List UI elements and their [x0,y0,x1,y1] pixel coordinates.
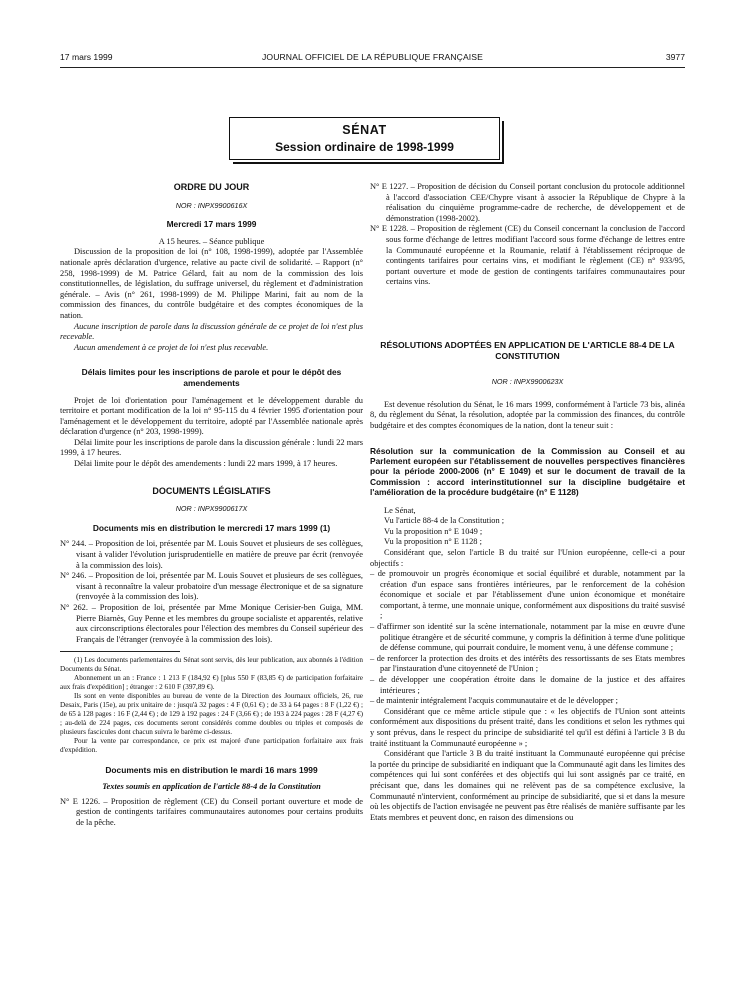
header-date: 17 mars 1999 [60,52,113,62]
nor-reference-2: NOR : INPX9900617X [175,504,248,514]
footnote-prix: Ils sont en vente disponibles au bureau de vente de la Direction des Journaux officiels, 26, rue Desaix, Paris (15e), au prix unitaire de : jusqu'à 32 pages : 4 F (0,61 €) ; de 33 à 64 pages : 8 F (1,22 €) ; de 65 à 128 pages : 16 F (2,44 €) ; de 129 à 192 pages : 24 F (3,66 €) ; de 193 à 224 pages : 28 F (4,27 €) ; au-delà de 224 pages, ces documents seront considérés comme doubles ou triples et composés de plusieurs fascicules dont chacun suivra le barème ci-dessus. [60,692,363,737]
delais-paragraph-1: Projet de loi d'orientation pour l'aménagement et le développement durable du territoire et portant modification de la loi n° 95-115 du 4 février 1995 d'orientation pour l'aménagement et le développement du territoire, adopté par l'Assemblée nationale après déclaration d'urgence (n° 203, 1998-1999). [60,395,363,437]
objective-item: – d'affirmer son identité sur la scène internationale, notamment par la mise en œuvre d'une politique étrangère et de sécurité commune, y compris la définition à terme d'une politique de défense commune, qui pourrait conduire, le moment venu, à une défense commune ; [370,622,685,653]
objective-item: – de maintenir intégralement l'acquis communautaire et de le développer ; [370,696,619,706]
ordre-du-jour-heading: ORDRE DU JOUR [173,182,250,192]
left-column [60,182,363,828]
right-column [370,182,685,823]
document-item: N° 262. – Proposition de loi, présentée par Mme Monique Cerisier-ben Guiga, MM. Pierre Biarnès, Guy Penne et les membres du groupe socialiste et apparentés, relative aux circonscriptions électorales pour l'élection des membres du Conseil supérieur des Français de l'étranger (renvoyée à la commission des lois). [60,603,363,644]
documents-legislatifs-heading: DOCUMENTS LÉGISLATIFS [152,485,271,496]
vu-proposition-1128: Vu la proposition n° E 1128 ; [384,537,482,547]
delais-paragraph-2: Délai limite pour les inscriptions de parole dans la discussion générale : lundi 22 mars 1999, à 17 heures. [60,437,363,458]
seance-line: A 15 heures. – Séance publique [158,236,265,246]
title-session: Session ordinaire de 1998-1999 [275,140,454,154]
header-rule [60,67,685,68]
page-header [60,52,685,66]
title-box [229,117,500,160]
footnote-abonnement: Abonnement un an : France : 1 213 F (184,92 €) [plus 550 F (83,85 €) de participation forfaitaire aux frais d'expédition] ; étranger : 2 610 F (397,89 €). [60,674,363,692]
vu-proposition-1049: Vu la proposition n° E 1049 ; [384,526,483,536]
header-journal-title: JOURNAL OFFICIEL DE LA RÉPUBLIQUE FRANÇAISE [262,52,483,62]
considerant-3: Considérant que l'article 3 B du traité instituant la Communauté européenne qui précise la portée du principe de subsidiarité en indiquant que la Communauté agit dans les limites des compétences qui lui sont conférées et des objectifs qui lui sont assignés par ce traité, en précisant que, dans les domaines qui ne relèvent pas de sa compétence exclusive, la Communauté n'intervient, conformément au principe de subsidiarité, que si et dans la mesure où les objectifs de l'action envisagée ne peuvent pas être réalisés de manière suffisante par les Etats membres et peuvent donc, en raison des dimensions ou [370,749,685,822]
resolutions-heading: RÉSOLUTIONS ADOPTÉES EN APPLICATION DE L'ARTICLE 88-4 DE LA CONSTITUTION [380,339,675,361]
footnote-1: (1) Les documents parlementaires du Sénat sont servis, dès leur publication, aux abonnés à l'édition Documents du Sénat. [60,656,363,674]
session-day: Mercredi 17 mars 1999 [166,219,257,230]
vu-article: Vu l'article 88-4 de la Constitution ; [384,516,505,526]
distribution-heading-2: Documents mis en distribution le mardi 16 mars 1999 [105,765,318,776]
resolution-intro: Est devenue résolution du Sénat, le 16 mars 1999, conformément à l'article 73 bis, alinéa 8, du règlement du Sénat, la résolution, adoptée par la commission des finances, du contrôle budgétaire et des comptes économiques de la nation, dont la teneur suit : [370,399,685,430]
agenda-note-amendement: Aucun amendement à ce projet de loi n'est plus recevable. [74,342,269,352]
resolution-title: Résolution sur la communication de la Commission au Conseil et au Parlement européen sur l'établissement de nouvelles perspectives financières pour la période 2000-2006 (n° E 1049) et sur le document de travail de la Commission : accord interinstitutionnel sur la discipline budgétaire et l'amélioration de la procédure budgétaire (n° E 1128) [370,445,685,498]
agenda-note-parole: Aucune inscription de parole dans la discussion générale de ce projet de loi n'est plus recevable. [60,321,363,342]
document-item-e1227: N° E 1227. – Proposition de décision du Conseil portant conclusion du protocole additionnel à l'accord d'association CEE/Chypre visant à associer la République de Chypre à la réalisation du cinquième programme-cadre de recherche, de développement et de démonstration (1998-2002). [370,182,685,223]
document-item-e1226: N° E 1226. – Proposition de règlement (CE) du Conseil portant ouverture et mode de gestion de contingents tarifaires communautaires autonomes pour certains produits de la pêche. [60,796,363,827]
header-page-number: 3977 [665,52,685,62]
le-senat: Le Sénat, [384,505,416,515]
considerant-2: Considérant que ce même article stipule que : « les objectifs de l'Union sont atteints conformément aux dispositions du présent traité, dans les conditions et selon les rythmes qui y sont prévus, dans le respect du principe de subsidiarité tel qu'il est défini à l'article 3 B du traité instituant la Communauté européenne » ; [370,706,685,748]
nor-reference-1: NOR : INPX9900616X [175,200,248,210]
objective-item: – de promouvoir un progrès économique et social équilibré et durable, notamment par la création d'un espace sans frontières intérieures, par le renforcement de la cohésion économique et sociale et par l'établissement d'une union économique et monétaire comportant, à terme, une monnaie unique, conformément aux dispositions du traité susvisé ; [370,569,685,621]
document-item-e1228: N° E 1228. – Proposition de règlement (CE) du Conseil concernant la conclusion de l'accord sous forme d'échange de lettres modifiant l'accord sous forme d'échange de lettres entre la Communauté européenne et la Roumanie, relatif à l'établissement réciproque de contingents tarifaires pour certains vins, et modifiant le règlement (CE) n° 933/95, portant ouverture et mode de gestion de contingents tarifaires communautaires pour certains vins. [370,224,685,287]
footnote-correspondance: Pour la vente par correspondance, ce prix est majoré d'une participation forfaitaire aux frais d'expédition. [60,737,363,755]
textes-heading: Textes soumis en application de l'article 88-4 de la Constitution [102,781,321,791]
footnote-rule [60,651,180,652]
document-item: N° 244. – Proposition de loi, présentée par M. Louis Souvet et plusieurs de ses collègues, visant à valider l'évolution jurisprudentielle en matière de preuve par écrit (renvoyée à la commission des lois). [60,539,363,570]
objective-item: – de développer une coopération étroite dans le domaine de la justice et des affaires intérieures ; [370,675,685,695]
objective-item: – de renforcer la protection des droits et des intérêts des ressortissants de ses Etats membres par l'instauration d'une citoyenneté de l'Union ; [370,653,685,674]
considerant-1: Considérant que, selon l'article B du traité sur l'Union européenne, celle-ci a pour objectifs : [370,547,685,568]
nor-reference-3: NOR : INPX9900623X [491,377,564,387]
delais-heading: Délais limites pour les inscriptions de parole et pour le dépôt des amendements [81,367,342,388]
delais-paragraph-3: Délai limite pour le dépôt des amendements : lundi 22 mars 1999, à 17 heures. [74,459,338,469]
title-senat: SÉNAT [342,123,387,137]
document-item: N° 246. – Proposition de loi, présentée par M. Louis Souvet et plusieurs de ses collègues, visant à reconnaître la valeur probatoire d'un message électronique et de sa signature (renvoyée à la commission des lois). [60,571,363,602]
agenda-paragraph: Discussion de la proposition de loi (n° 108, 1998-1999), adoptée par l'Assemblée nationale après déclaration d'urgence, relative au pacte civil de solidarité. – Rapport (n° 258, 1998-1999) de M. Patrice Gélard, fait au nom de la commission des lois constitutionnelles, de législation, du suffrage universel, du règlement et d'administration générale. – Avis (n° 261, 1998-1999) de M. Philippe Marini, fait au nom de la commission des finances, du contrôle budgétaire et des comptes économiques de la nation. [60,247,363,320]
distribution-heading-1: Documents mis en distribution le mercredi 17 mars 1999 (1) [92,522,331,533]
